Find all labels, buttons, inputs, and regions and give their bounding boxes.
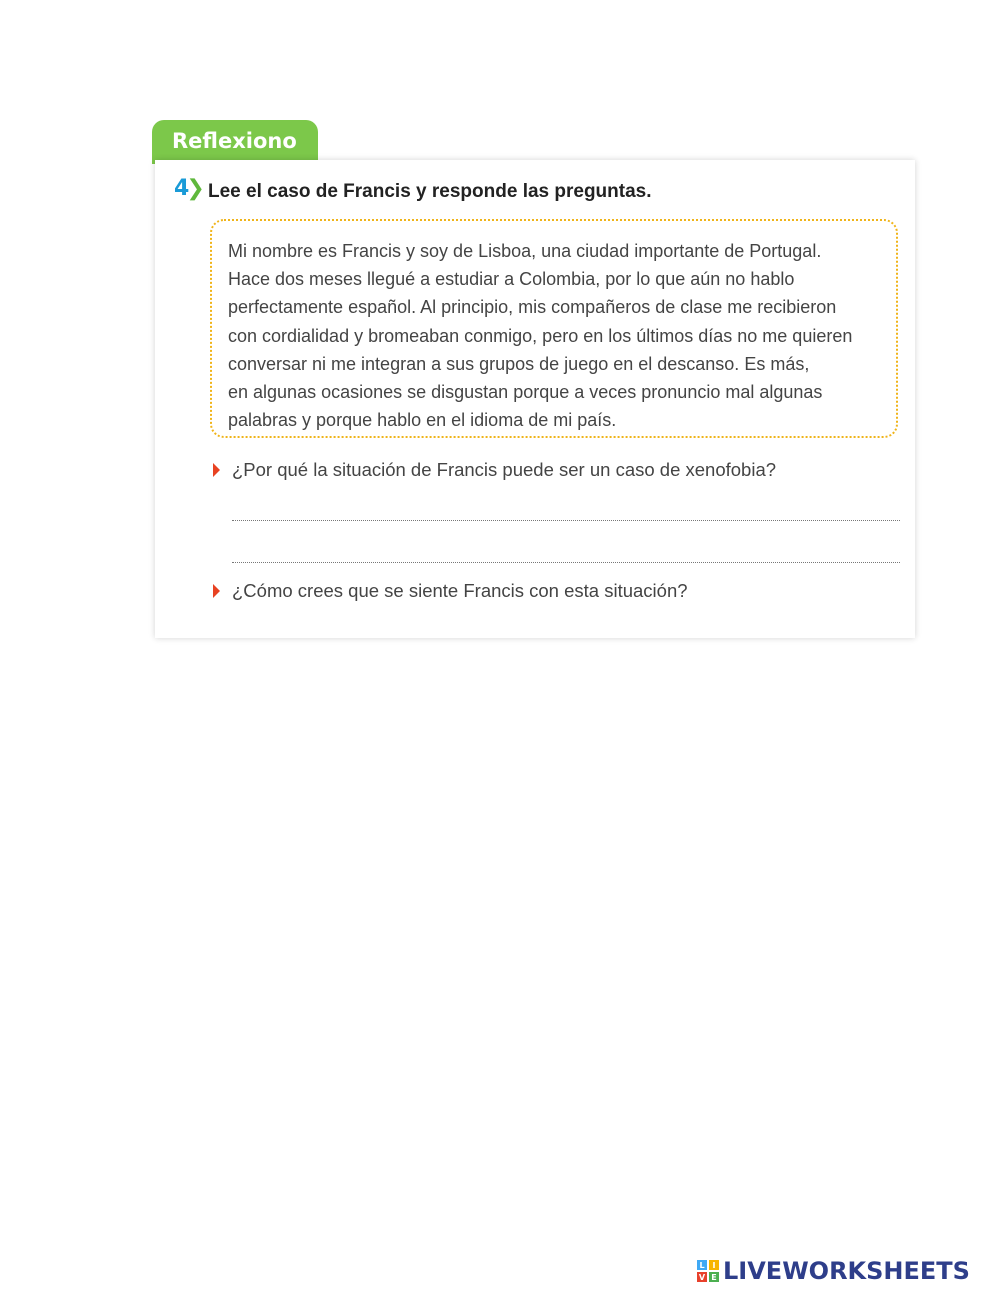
logo-mark-letter: L	[697, 1260, 707, 1270]
story-line: palabras y porque hablo en el idioma de mi país.	[228, 410, 617, 431]
activity-instruction: Lee el caso de Francis y responde las preguntas.	[208, 181, 652, 202]
question-2-text: ¿Cómo crees que se siente Francis con esta situación?	[232, 580, 688, 601]
story-box	[210, 219, 898, 438]
logo-mark-letter: I	[709, 1260, 719, 1270]
bullet-icon	[213, 463, 220, 477]
story-line: perfectamente español. Al principio, mis compañeros de clase me recibieron	[228, 297, 837, 318]
question-1	[213, 459, 776, 481]
question-2	[213, 580, 688, 602]
story-line: Hace dos meses llegué a estudiar a Colombia, por lo que aún no hablo	[228, 269, 795, 290]
logo-text: LIVEWORKSHEETS	[723, 1257, 970, 1285]
bullet-icon	[213, 584, 220, 598]
logo-mark-letter: E	[709, 1272, 719, 1282]
story-line: conversar ni me integran a sus grupos de juego en el descanso. Es más,	[228, 353, 810, 374]
story-line: con cordialidad y bromeaban conmigo, pero en los últimos días no me quieren	[228, 325, 853, 346]
question-1-text: ¿Por qué la situación de Francis puede ser un caso de xenofobia?	[232, 459, 777, 480]
section-tab	[152, 120, 318, 164]
story-line: en algunas ocasiones se disgustan porque a veces pronuncio mal algunas	[228, 382, 823, 403]
activity-number-badge	[174, 176, 205, 201]
answer-line-2[interactable]	[232, 562, 900, 563]
story-line: Mi nombre es Francis y soy de Lisboa, una ciudad importante de Portugal.	[228, 241, 822, 261]
activity-number: 4	[174, 176, 190, 201]
liveworksheets-logo[interactable]	[697, 1256, 970, 1286]
chevron-right-icon: ❯	[186, 176, 205, 201]
answer-line-1[interactable]	[232, 520, 900, 521]
logo-mark-icon	[697, 1260, 719, 1282]
logo-mark-letter: V	[698, 1272, 706, 1282]
section-tab-label: Reflexiono	[172, 129, 297, 153]
